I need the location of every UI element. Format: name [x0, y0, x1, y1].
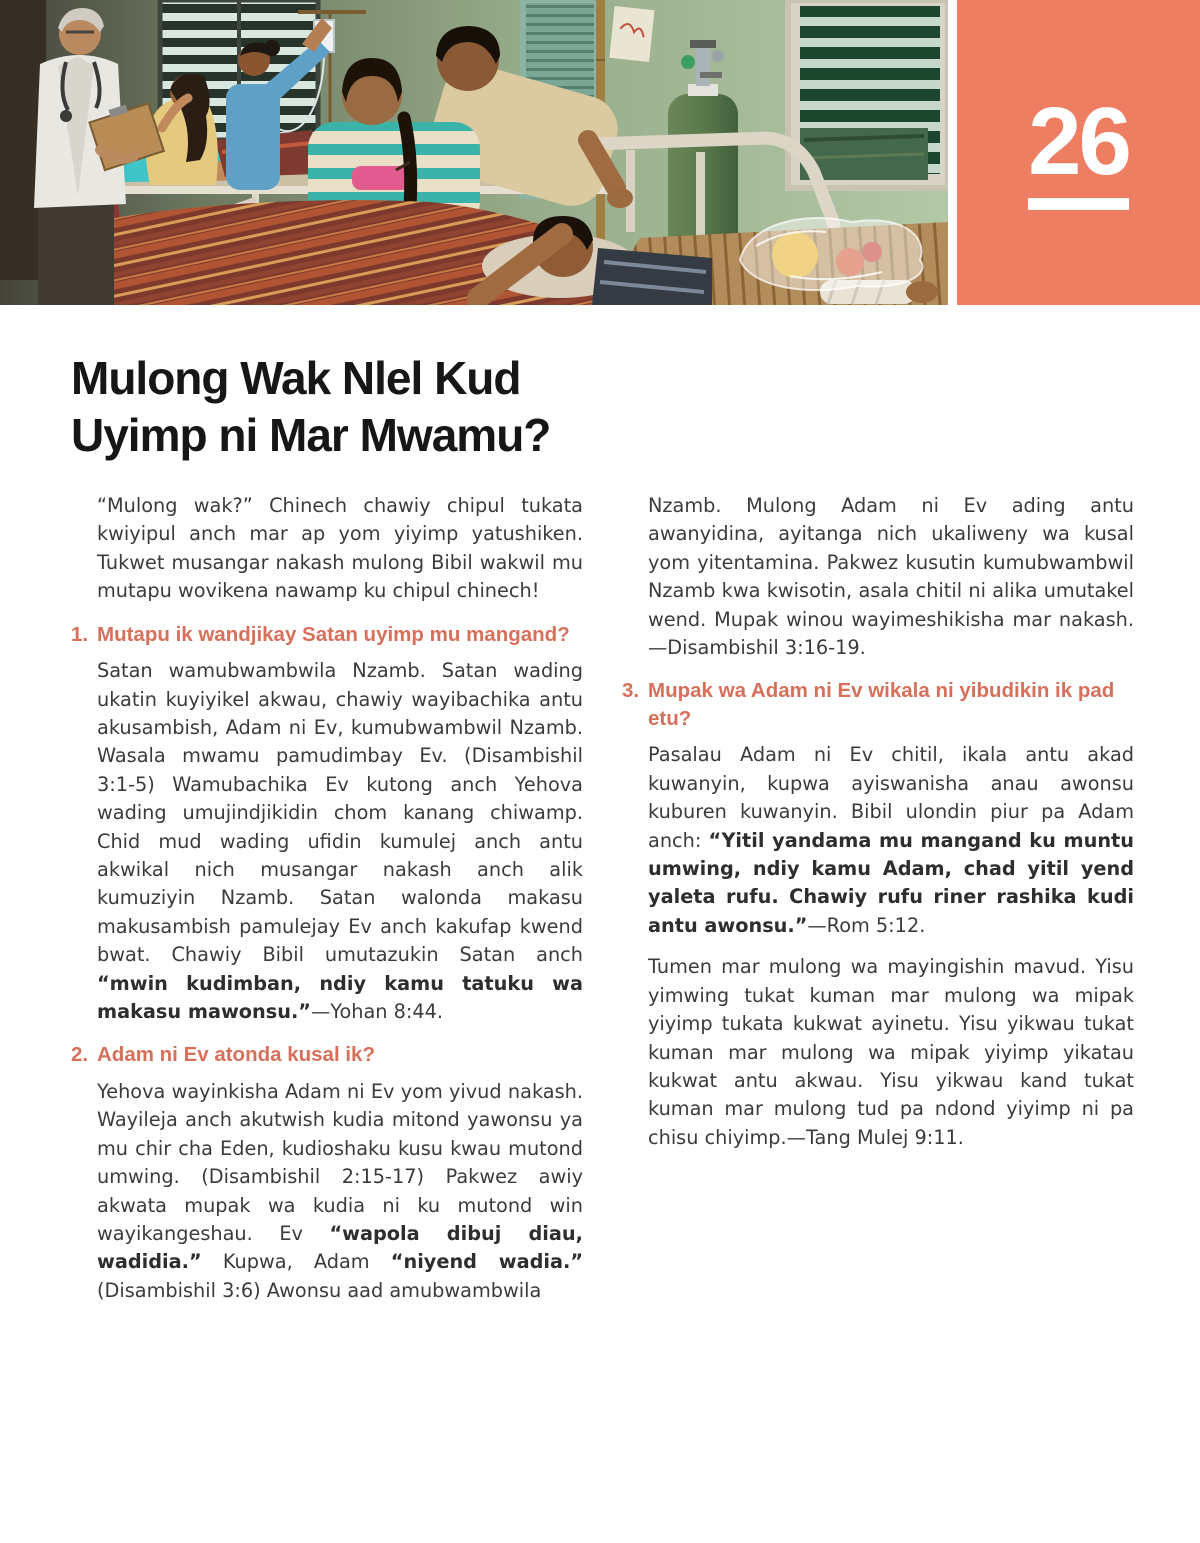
paragraph-text: Nzamb. Mulong Adam ni Ev ading antu awanyidina, ayitanga nich ukaliweny wa kusal yom yitentamina. Pakwez kusutin kumubwambwil Nzamb kwa kwisotin, asala chitil ni alika umutakel wend. Mupak winou wayimeshikisha mar nakash.—Disambishil 3:16-19. [648, 494, 1134, 660]
question-heading [622, 677, 1134, 732]
left-column [71, 492, 583, 1318]
body-paragraph [71, 492, 583, 606]
question-heading [71, 621, 583, 649]
page-title [71, 350, 971, 464]
question-number: 2. [71, 1043, 89, 1067]
body-paragraph [71, 657, 583, 1026]
paragraph-text: “Mulong wak?” Chinech chawiy chipul tukata kwiyipul anch mar ap yom yiyimp yatushiken. Tukwet musangar nakash mulong Bibil wakwil mu mutapu wovikena nawamp ku chipul chinech! [97, 494, 583, 603]
paragraph-text: Yehova wayinkisha Adam ni Ev yom yivud nakash. Wayileja anch akutwish kudia mitond yawonsu ya mu chir cha Eden, kudioshaku kusu kwau mutond umwing. (Disambishil 2:15-17) Pakwez awiy akwata mupak wa kudia ni ku mutond win wayikangeshau. Ev [97, 1079, 583, 1245]
paragraph-text: Kupwa, Adam [201, 1250, 391, 1274]
page-title-line1: Mulong Wak Nlel Kud [71, 352, 521, 404]
paragraph-text: Satan wamubwambwila Nzamb. Satan wading ukatin kuyiyikel akwau, chawiy wayibachika antu akusambish, Adam ni Ev, kumubwambwil Nzamb. Wasala mwamu pamudimbay Ev. (Disambishil 3:1-5) Wamubachika Ev kutong anch Yehova wading umujindjikidin chom kanang chiwamp. Chid mud wading ufidin kumulej anch antu akwikal nich musangar nakash anch alik kumuziyin Nzamb. Satan walonda makasu makusambish pamulejay Ev anch kakufap kwend bwat. Chawiy Bibil umutazukin Satan anch [97, 659, 583, 967]
article-body [71, 492, 1134, 1318]
scripture-quote: “wapola dibuj diau, wadidia.” [97, 1221, 583, 1274]
plastic-bag [740, 218, 923, 290]
page-title-line2: Uyimp ni Mar Mwamu? [71, 409, 551, 461]
paragraph-text: —Rom 5:12. [807, 913, 926, 937]
question-heading [71, 1041, 583, 1069]
paragraph-text: —Yohan 8:44. [310, 1000, 444, 1023]
body-paragraph [71, 1078, 583, 1305]
scripture-quote: “mwin kudimban, ndiy kamu tatuku wa makasu mawonsu.” [97, 971, 583, 1023]
question-text: Adam ni Ev atonda kusal ik? [97, 1043, 375, 1067]
paragraph-text: Tumen mar mulong wa mayingishin mavud. Yisu yimwing tukat kuman mar mulong wa mipak yiyimp tukata kukwat ayinetu. Yisu yikwau tukat kuman mar mulong wa mipak yiyimp yikatau kukwat antu akwau. Yisu yikwau kand tukat kuman mar mulong tud pa ndond yiyimp ni pa chisu chiyimp.—Tang Mulej 9:11. [648, 955, 1134, 1149]
right-column [622, 492, 1134, 1165]
question-text: Mutapu ik wandjikay Satan uyimp mu mangand? [97, 622, 570, 646]
lesson-number-underline [1028, 198, 1129, 210]
navy-cloth [592, 248, 712, 305]
scripture-quote: “Yitil yandama mu mangand ku muntu umwing, ndiy kamu Adam, chad yitil yend yaleta rufu. Chawiy rufu riner rashika kudi antu awonsu.” [648, 828, 1134, 937]
question-text: Mupak wa Adam ni Ev wikala ni yibudikin ik pad etu? [648, 679, 1115, 730]
body-paragraph [622, 953, 1134, 1152]
question-number: 1. [71, 622, 89, 646]
hero-photo [0, 0, 948, 305]
paragraph-text: Pasalau Adam ni Ev chitil, ikala antu akad kuwanyin, kupwa ayiswanisha anau awonsu kuburen kuwanyin. Bibil ulondin piur pa Adam anch: [648, 743, 1134, 852]
body-paragraph [622, 492, 1134, 662]
scripture-quote: “niyend wadia.” [390, 1250, 584, 1274]
question-number: 3. [622, 679, 640, 703]
wall-picture [609, 6, 654, 62]
body-paragraph [622, 741, 1134, 940]
lesson-number-block [957, 0, 1200, 305]
lesson-number: 26 [1028, 87, 1129, 195]
paragraph-text: (Disambishil 3:6) Awonsu aad amubwambwila [97, 1278, 542, 1302]
